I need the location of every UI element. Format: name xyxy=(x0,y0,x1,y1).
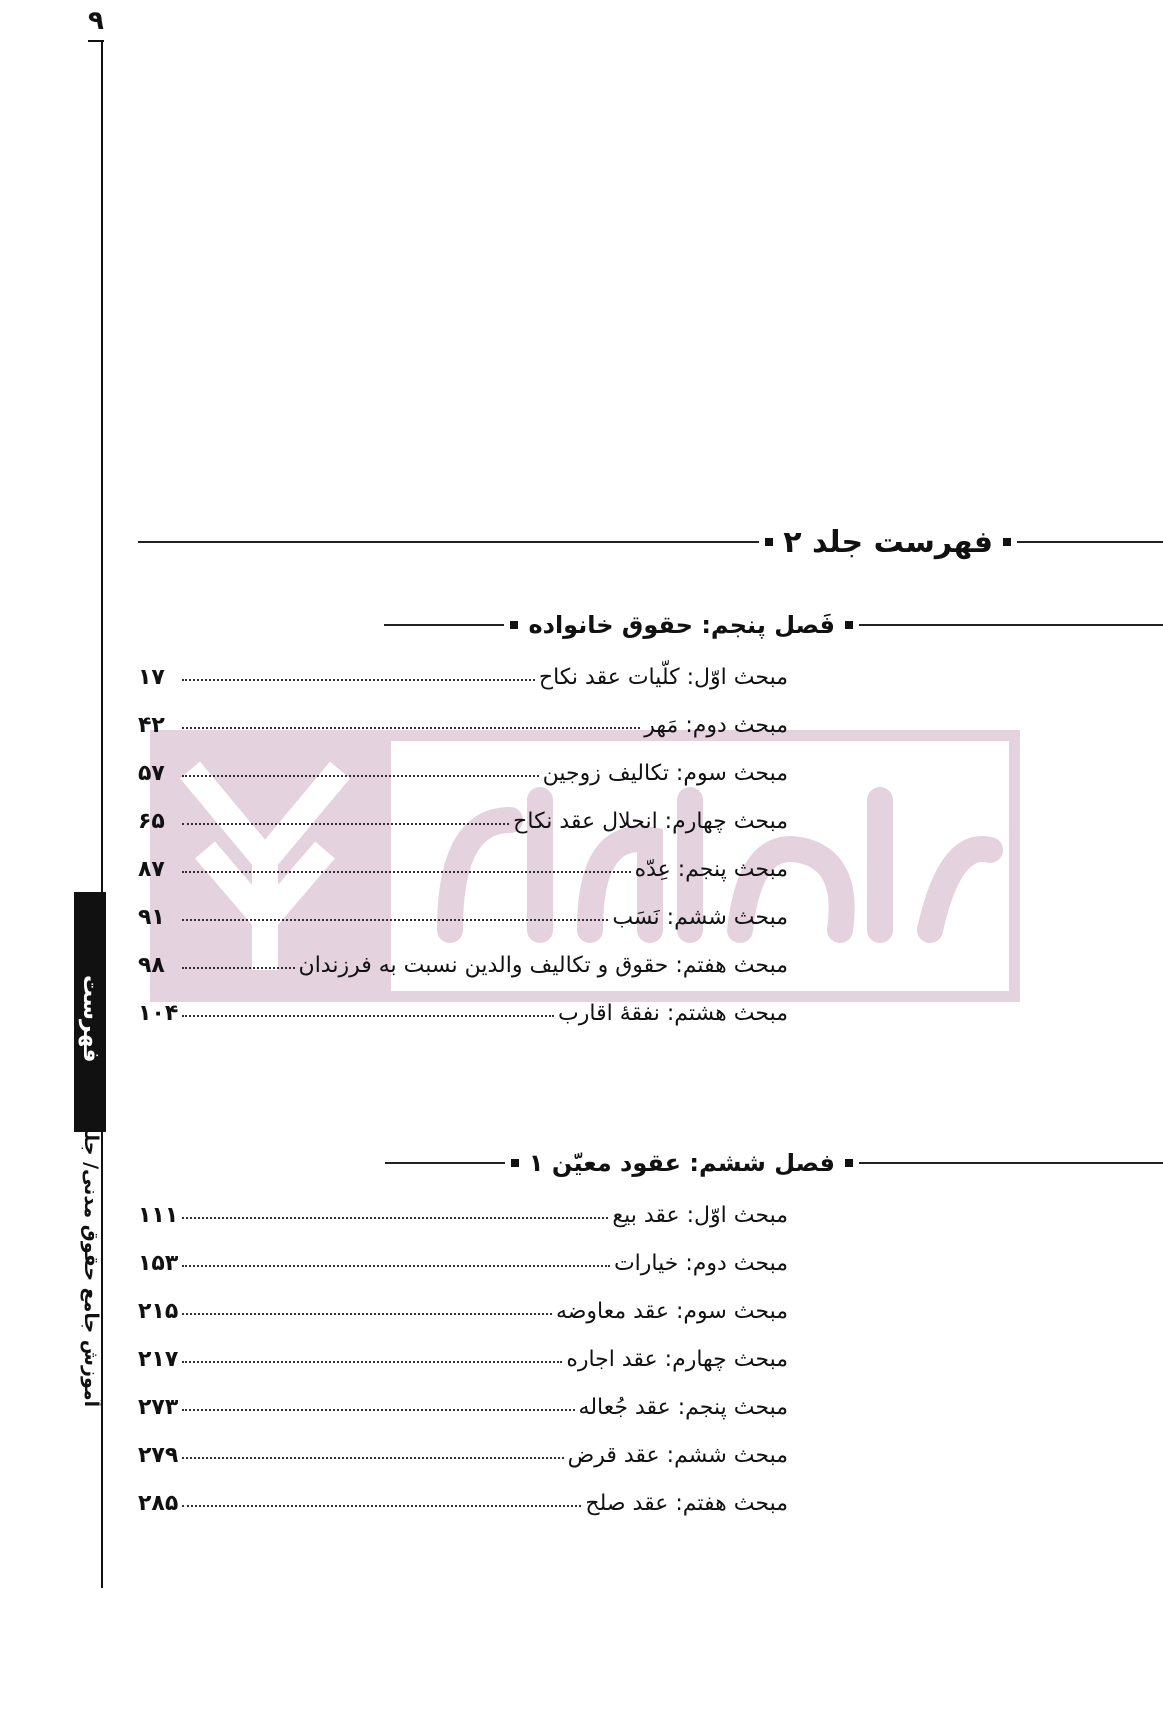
entry-title: مبحث دوم: خیارات xyxy=(613,1251,788,1276)
entry-title: مبحث ششم: عقد قرض xyxy=(567,1443,788,1468)
dot-leader xyxy=(182,1505,581,1507)
side-tab-label: فهرست xyxy=(78,975,103,1063)
bullet-square xyxy=(765,538,773,546)
toc-entry[interactable] xyxy=(138,1468,788,1516)
bullet-square xyxy=(1003,538,1011,546)
entry-title: مبحث سوم: عقد معاوضه xyxy=(555,1299,788,1324)
entry-page: ۱۱۱ xyxy=(138,1203,179,1228)
toc-entry[interactable] xyxy=(138,882,788,930)
toc-entry[interactable] xyxy=(138,690,788,738)
dot-leader xyxy=(182,1361,562,1363)
toc-entry[interactable] xyxy=(138,834,788,882)
toc-list-chapter-5 xyxy=(138,642,788,1026)
bullet-square xyxy=(510,621,518,629)
entry-title: مبحث چهارم: انحلال عقد نکاح xyxy=(513,809,788,834)
entry-page: ۱۷ xyxy=(138,665,165,690)
toc-entry[interactable] xyxy=(138,1372,788,1420)
entry-page: ۲۱۵ xyxy=(138,1299,179,1324)
toc-list-chapter-6 xyxy=(138,1180,788,1516)
dot-leader xyxy=(182,1313,552,1315)
page-number: ۹ xyxy=(88,6,104,36)
dot-leader xyxy=(182,775,539,777)
entry-title: مبحث ششم: نَسَب xyxy=(612,905,788,930)
dot-leader xyxy=(182,679,535,681)
entry-title: مبحث دوم: مَهر xyxy=(644,713,788,738)
entry-title: مبحث هفتم: حقوق و تکالیف والدین نسبت به فرزندان xyxy=(298,953,788,978)
dot-leader xyxy=(182,727,640,729)
entry-page: ۴۲ xyxy=(138,713,165,738)
dot-leader xyxy=(182,1217,608,1219)
entry-title: مبحث پنجم: عقد جُعاله xyxy=(578,1395,788,1420)
toc-entry[interactable] xyxy=(138,1276,788,1324)
toc-entry[interactable] xyxy=(138,1420,788,1468)
running-book-title: آموزش جامع حقوق مدنی/ جلد ۱ xyxy=(80,1104,102,1408)
entry-title: مبحث هفتم: عقد صلح xyxy=(585,1491,788,1516)
entry-page: ۱۵۳ xyxy=(138,1251,179,1276)
toc-entry[interactable] xyxy=(138,786,788,834)
entry-page: ۱۰۴ xyxy=(138,1001,179,1026)
entry-title: مبحث پنجم: عِدّه xyxy=(634,857,788,882)
entry-title: مبحث اوّل: کلّیات عقد نکاح xyxy=(538,665,788,690)
toc-entry[interactable] xyxy=(138,642,788,690)
chapter-heading xyxy=(138,607,1163,643)
entry-title: مبحث هشتم: نفقهٔ اقارب xyxy=(558,1001,788,1026)
bullet-square xyxy=(845,1159,853,1167)
entry-title: مبحث سوم: تکالیف زوجین xyxy=(542,761,788,786)
chapter-title: فَصل پنجم: حقوق خانواده xyxy=(528,611,835,639)
entry-title: مبحث اوّل: عقد بیع xyxy=(612,1203,788,1228)
dot-leader xyxy=(182,871,631,873)
chapter-title: فصل ششم: عقود معیّن ۱ xyxy=(528,1149,835,1177)
toc-entry[interactable] xyxy=(138,1324,788,1372)
toc-entry[interactable] xyxy=(138,978,788,1026)
toc-entry[interactable] xyxy=(138,1228,788,1276)
entry-page: ۵۷ xyxy=(138,761,165,786)
toc-entry[interactable] xyxy=(138,1180,788,1228)
toc-entry[interactable] xyxy=(138,738,788,786)
dot-leader xyxy=(182,1457,563,1459)
chapter-rule-right xyxy=(859,1162,1163,1164)
entry-page: ۶۵ xyxy=(138,809,165,834)
entry-page: ۲۷۳ xyxy=(138,1395,179,1420)
dot-leader xyxy=(182,919,608,921)
chapter-heading xyxy=(138,1145,1163,1181)
chapter-rule-right xyxy=(859,624,1163,626)
chapter-rule-left xyxy=(384,624,504,626)
chapter-rule-left xyxy=(385,1162,505,1164)
dot-leader xyxy=(182,1015,554,1017)
dot-leader xyxy=(182,1409,574,1411)
dot-leader xyxy=(182,823,509,825)
dot-leader xyxy=(182,1265,610,1267)
entry-title: مبحث چهارم: عقد اجاره xyxy=(566,1347,788,1372)
entry-page: ۹۱ xyxy=(138,905,165,930)
bullet-square xyxy=(845,621,853,629)
toc-title: فهرست جلد ۲ xyxy=(783,524,993,560)
entry-page: ۹۸ xyxy=(138,953,165,978)
toc-entry[interactable] xyxy=(138,930,788,978)
heading-rule-right xyxy=(1017,541,1163,543)
entry-page: ۲۷۹ xyxy=(138,1443,179,1468)
entry-page: ۲۱۷ xyxy=(138,1347,179,1372)
entry-page: ۲۸۵ xyxy=(138,1491,179,1516)
toc-heading xyxy=(138,524,1163,560)
dot-leader xyxy=(182,967,295,969)
bullet-square xyxy=(511,1159,519,1167)
heading-rule-left xyxy=(138,541,759,543)
entry-page: ۸۷ xyxy=(138,857,165,882)
